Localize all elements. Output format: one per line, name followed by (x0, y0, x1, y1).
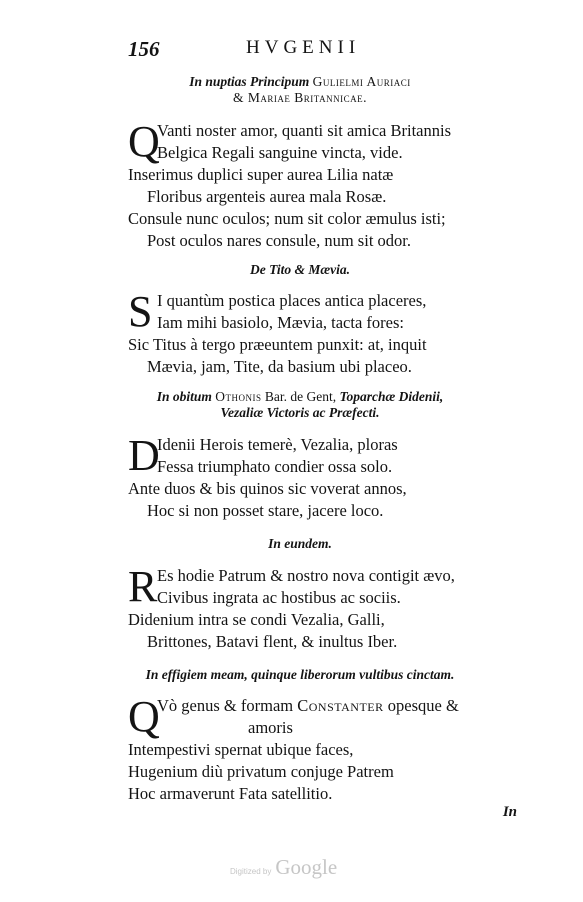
poem-body (128, 692, 528, 805)
catchword: In (502, 804, 517, 820)
poem-title: In eundem. (268, 536, 332, 551)
poem-title: In effigiem meam, quinque liberorum vultibus cinctam. (145, 667, 455, 682)
verse-line: Didenium intra se condi Vezalia, Galli, (128, 610, 385, 629)
poem-body (128, 431, 528, 522)
verse-line: Ante duos & bis quinos sic voverat annos, (128, 479, 407, 498)
page-header (128, 37, 503, 61)
verse-line: Es hodie Patrum & nostro nova contigit ævo, (157, 566, 455, 585)
verse-line: amoris (248, 718, 293, 737)
verse-line: Hoc armaverunt Fata satellitio. (128, 784, 333, 803)
poem-body (128, 117, 528, 252)
drop-cap: D (128, 431, 160, 480)
verse-line: Floribus argenteis aurea mala Rosæ. (147, 187, 387, 206)
poem-title: In nuptias Principum Gulielmi Auriaci & Mariae Britannicae. (189, 74, 411, 105)
verse-line: Sic Titus à tergo præeuntem punxit: at, inquit (128, 335, 427, 354)
page-number: 156 (128, 37, 160, 61)
verse-line: Inserimus duplici super aurea Lilia natæ (128, 165, 394, 184)
poem-body (128, 562, 528, 653)
drop-cap: Q (128, 117, 160, 166)
verse-line: Vanti noster amor, quanti sit amica Britannis (157, 121, 451, 140)
drop-cap: R (128, 562, 158, 611)
verse-line: Belgica Regali sanguine vincta, vide. (157, 143, 403, 162)
verse-line: Intempestivi spernat ubique faces, (128, 740, 354, 759)
verse-line: Idenii Herois temerè, Vezalia, ploras (157, 435, 398, 454)
verse-line: Vò genus & formam Constanter opesque & (157, 696, 459, 715)
verse-line: Iam mihi basiolo, Mævia, tacta fores: (157, 313, 404, 332)
digitization-watermark: Digitized by Google (230, 855, 338, 879)
poem-body (128, 287, 528, 378)
verse-line: Post oculos nares consule, num sit odor. (147, 231, 411, 250)
verse-line: Hoc si non posset stare, jacere loco. (147, 501, 384, 520)
verse-line: I quantùm postica places antica placeres, (157, 291, 427, 310)
verse-line: Fessa triumphato condier ossa solo. (157, 457, 393, 476)
verse-line: Consule nunc oculos; num sit color æmulus isti; (128, 209, 446, 228)
running-head: HVGENII (246, 37, 361, 58)
verse-line: Hugenium diù privatum conjuge Patrem (128, 762, 394, 781)
verse-line: Brittones, Batavi flent, & inultus Iber. (147, 632, 398, 651)
drop-cap: S (128, 287, 153, 336)
verse-line: Civibus ingrata ac hostibus ac sociis. (157, 588, 401, 607)
verse-line: Mævia, jam, Tite, da basium ubi placeo. (147, 357, 412, 376)
drop-cap: Q (128, 692, 160, 741)
poem-title: De Tito & Mævia. (250, 262, 350, 277)
poem-title: In obitum Othonis Bar. de Gent, Toparchæ Didenii, Vezaliæ Victoris ac Præfecti. (156, 389, 444, 420)
